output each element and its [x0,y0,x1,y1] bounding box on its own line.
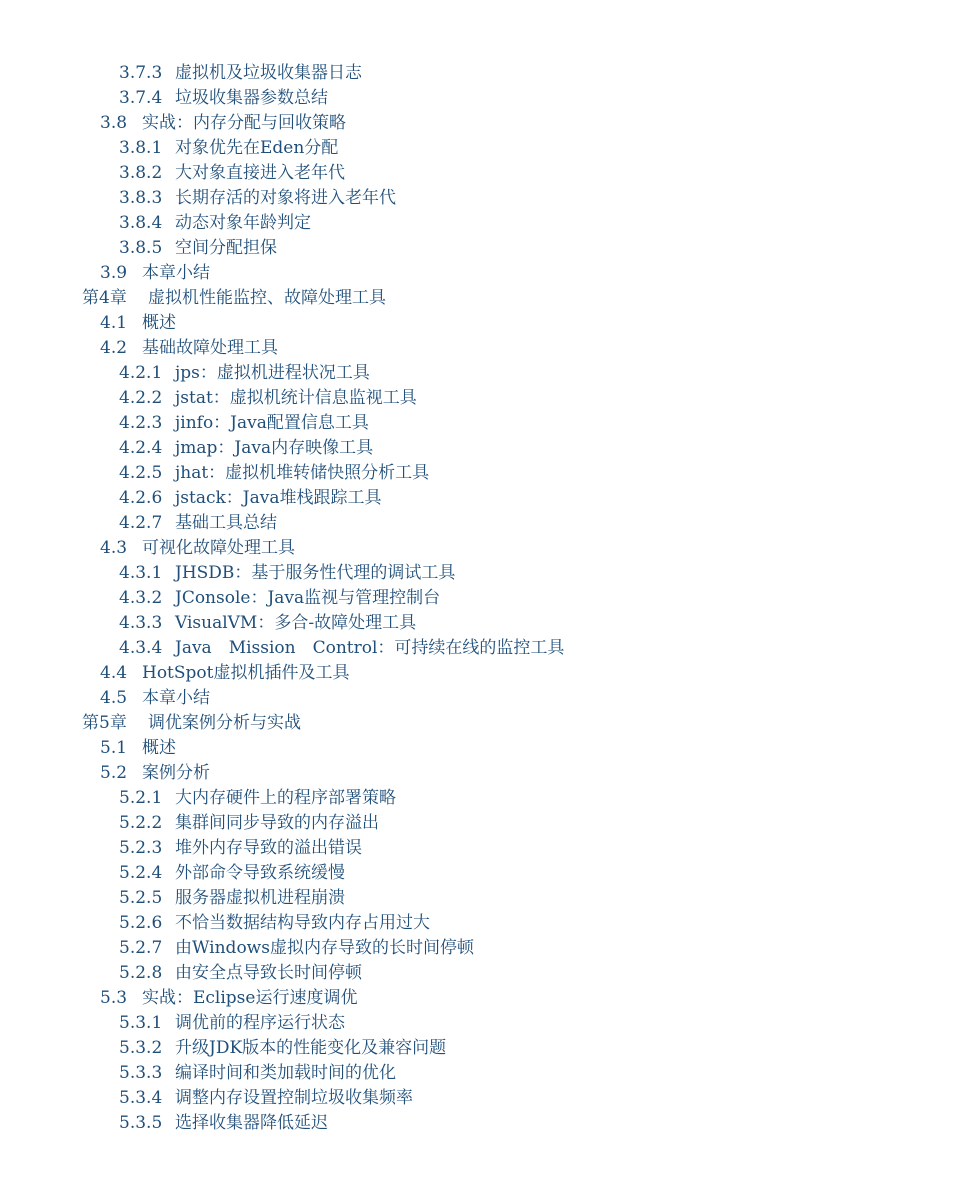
toc-entry-number: 5.2.5 [119,888,163,908]
toc-chapter-link[interactable] [0,286,960,311]
toc-entry-number: 5.2.4 [119,863,163,883]
toc-entry-title: 概述 [142,738,176,758]
toc-entry-number: 3.8.3 [119,188,163,208]
toc-subsection-link[interactable] [0,486,960,511]
toc-subsection-link[interactable] [0,511,960,536]
toc-subsection-link[interactable] [0,936,960,961]
toc-entry-number: 4.2.2 [119,388,163,408]
toc-entry-title: 动态对象年龄判定 [175,213,311,233]
toc-entry-number: 3.8.5 [119,238,163,258]
toc-entry-number: 3.8.4 [119,213,163,233]
toc-entry-title: Java Mission Control：可持续在线的监控工具 [175,638,565,658]
toc-entry-number: 3.8.2 [119,163,163,183]
toc-entry-title: 概述 [142,313,176,333]
toc-entry-number: 3.7.4 [119,88,163,108]
toc-subsection-link[interactable] [0,586,960,611]
toc-subsection-link[interactable] [0,961,960,986]
toc-entry-title: JConsole：Java监视与管理控制台 [175,588,441,608]
toc-entry-number: 4.2.1 [119,363,163,383]
toc-entry-title: 堆外内存导致的溢出错误 [175,838,362,858]
toc-entry-number: 4.3.3 [119,613,163,633]
toc-entry-number: 5.2.8 [119,963,163,983]
toc-entry-title: 空间分配担保 [175,238,277,258]
toc-entry-number: 4.5 [100,688,128,708]
toc-subsection-link[interactable] [0,861,960,886]
toc-subsection-link[interactable] [0,911,960,936]
toc-section-link[interactable] [0,336,960,361]
toc-section-link[interactable] [0,686,960,711]
toc-entry-number: 4.2.5 [119,463,163,483]
toc-entry-title: 选择收集器降低延迟 [175,1113,328,1133]
toc-entry-number: 4.2.6 [119,488,163,508]
toc-entry-number: 4.4 [100,663,128,683]
toc-entry-title: 升级JDK版本的性能变化及兼容问题 [175,1038,447,1058]
toc-entry-number: 4.2.3 [119,413,163,433]
toc-subsection-link[interactable] [0,1111,960,1136]
toc-entry-title: 实战：Eclipse运行速度调优 [142,988,358,1008]
toc-entry-number: 5.2.1 [119,788,163,808]
toc-entry-title: jhat：虚拟机堆转储快照分析工具 [175,463,430,483]
table-of-contents [0,61,960,1136]
toc-subsection-link[interactable] [0,161,960,186]
toc-entry-title: 外部命令导致系统缓慢 [175,863,345,883]
toc-entry-number: 5.2.3 [119,838,163,858]
toc-entry-title: 调优案例分析与实战 [148,713,301,733]
toc-entry-number: 5.3 [100,988,128,1008]
toc-subsection-link[interactable] [0,636,960,661]
toc-subsection-link[interactable] [0,61,960,86]
toc-entry-number: 3.9 [100,263,128,283]
toc-entry-number: 5.2.6 [119,913,163,933]
toc-entry-number: 3.7.3 [119,63,163,83]
toc-entry-number: 4.3.2 [119,588,163,608]
toc-entry-title: jstat：虚拟机统计信息监视工具 [175,388,417,408]
toc-entry-title: 案例分析 [142,763,210,783]
toc-entry-number: 5.1 [100,738,128,758]
toc-entry-title: 由安全点导致长时间停顿 [175,963,362,983]
toc-subsection-link[interactable] [0,786,960,811]
toc-section-link[interactable] [0,311,960,336]
toc-entry-number: 4.3.4 [119,638,163,658]
toc-entry-title: 由Windows虚拟内存导致的长时间停顿 [175,938,474,958]
toc-subsection-link[interactable] [0,436,960,461]
toc-section-link[interactable] [0,536,960,561]
toc-entry-title: HotSpot虚拟机插件及工具 [142,663,350,683]
toc-entry-number: 5.2 [100,763,128,783]
toc-entry-title: 长期存活的对象将进入老年代 [175,188,396,208]
toc-subsection-link[interactable] [0,136,960,161]
toc-subsection-link[interactable] [0,1061,960,1086]
toc-entry-number: 5.3.2 [119,1038,163,1058]
toc-entry-number: 4.3 [100,538,128,558]
toc-section-link[interactable] [0,111,960,136]
toc-entry-title: 集群间同步导致的内存溢出 [175,813,379,833]
toc-entry-title: 对象优先在Eden分配 [175,138,339,158]
toc-entry-number: 5.3.3 [119,1063,163,1083]
toc-entry-title: jinfo：Java配置信息工具 [175,413,369,433]
toc-subsection-link[interactable] [0,361,960,386]
toc-entry-title: 虚拟机及垃圾收集器日志 [175,63,362,83]
toc-entry-title: 不恰当数据结构导致内存占用过大 [175,913,430,933]
toc-entry-title: jmap：Java内存映像工具 [175,438,374,458]
toc-entry-title: 大内存硬件上的程序部署策略 [175,788,396,808]
toc-subsection-link[interactable] [0,86,960,111]
toc-section-link[interactable] [0,661,960,686]
toc-subsection-link[interactable] [0,186,960,211]
toc-entry-number: 3.8.1 [119,138,163,158]
toc-entry-title: 可视化故障处理工具 [142,538,295,558]
toc-section-link[interactable] [0,261,960,286]
toc-entry-title: 虚拟机性能监控、故障处理工具 [148,288,386,308]
toc-entry-title: 调优前的程序运行状态 [175,1013,345,1033]
toc-subsection-link[interactable] [0,811,960,836]
toc-entry-title: 基础故障处理工具 [142,338,278,358]
toc-entry-title: 服务器虚拟机进程崩溃 [175,888,345,908]
toc-entry-number: 3.8 [100,113,128,133]
toc-entry-title: 大对象直接进入老年代 [175,163,345,183]
toc-subsection-link[interactable] [0,561,960,586]
toc-entry-number: 4.2.4 [119,438,163,458]
toc-entry-title: VisualVM：多合-故障处理工具 [175,613,417,633]
toc-entry-title: jstack：Java堆栈跟踪工具 [175,488,382,508]
toc-entry-title: 调整内存设置控制垃圾收集频率 [175,1088,413,1108]
toc-entry-title: 垃圾收集器参数总结 [175,88,328,108]
toc-subsection-link[interactable] [0,236,960,261]
toc-section-link[interactable] [0,736,960,761]
toc-subsection-link[interactable] [0,461,960,486]
toc-entry-number: 5.3.4 [119,1088,163,1108]
toc-subsection-link[interactable] [0,211,960,236]
toc-entry-title: 编译时间和类加载时间的优化 [175,1063,396,1083]
toc-entry-number: 第4章 [82,288,127,308]
toc-subsection-link[interactable] [0,886,960,911]
toc-subsection-link[interactable] [0,1011,960,1036]
toc-entry-number: 4.1 [100,313,128,333]
toc-entry-title: 本章小结 [142,688,210,708]
toc-entry-title: 实战：内存分配与回收策略 [142,113,346,133]
toc-chapter-link[interactable] [0,711,960,736]
toc-entry-title: 基础工具总结 [175,513,277,533]
toc-entry-number: 4.3.1 [119,563,163,583]
toc-entry-number: 5.3.5 [119,1113,163,1133]
toc-subsection-link[interactable] [0,386,960,411]
toc-entry-title: 本章小结 [142,263,210,283]
toc-subsection-link[interactable] [0,1036,960,1061]
toc-entry-title: JHSDB：基于服务性代理的调试工具 [175,563,456,583]
toc-subsection-link[interactable] [0,611,960,636]
toc-entry-number: 第5章 [82,713,127,733]
toc-entry-title: jps：虚拟机进程状况工具 [175,363,370,383]
toc-entry-number: 4.2 [100,338,128,358]
toc-subsection-link[interactable] [0,836,960,861]
toc-entry-number: 5.2.2 [119,813,163,833]
toc-subsection-link[interactable] [0,411,960,436]
toc-entry-number: 5.2.7 [119,938,163,958]
toc-subsection-link[interactable] [0,1086,960,1111]
toc-section-link[interactable] [0,761,960,786]
toc-entry-number: 5.3.1 [119,1013,163,1033]
toc-section-link[interactable] [0,986,960,1011]
toc-entry-number: 4.2.7 [119,513,163,533]
